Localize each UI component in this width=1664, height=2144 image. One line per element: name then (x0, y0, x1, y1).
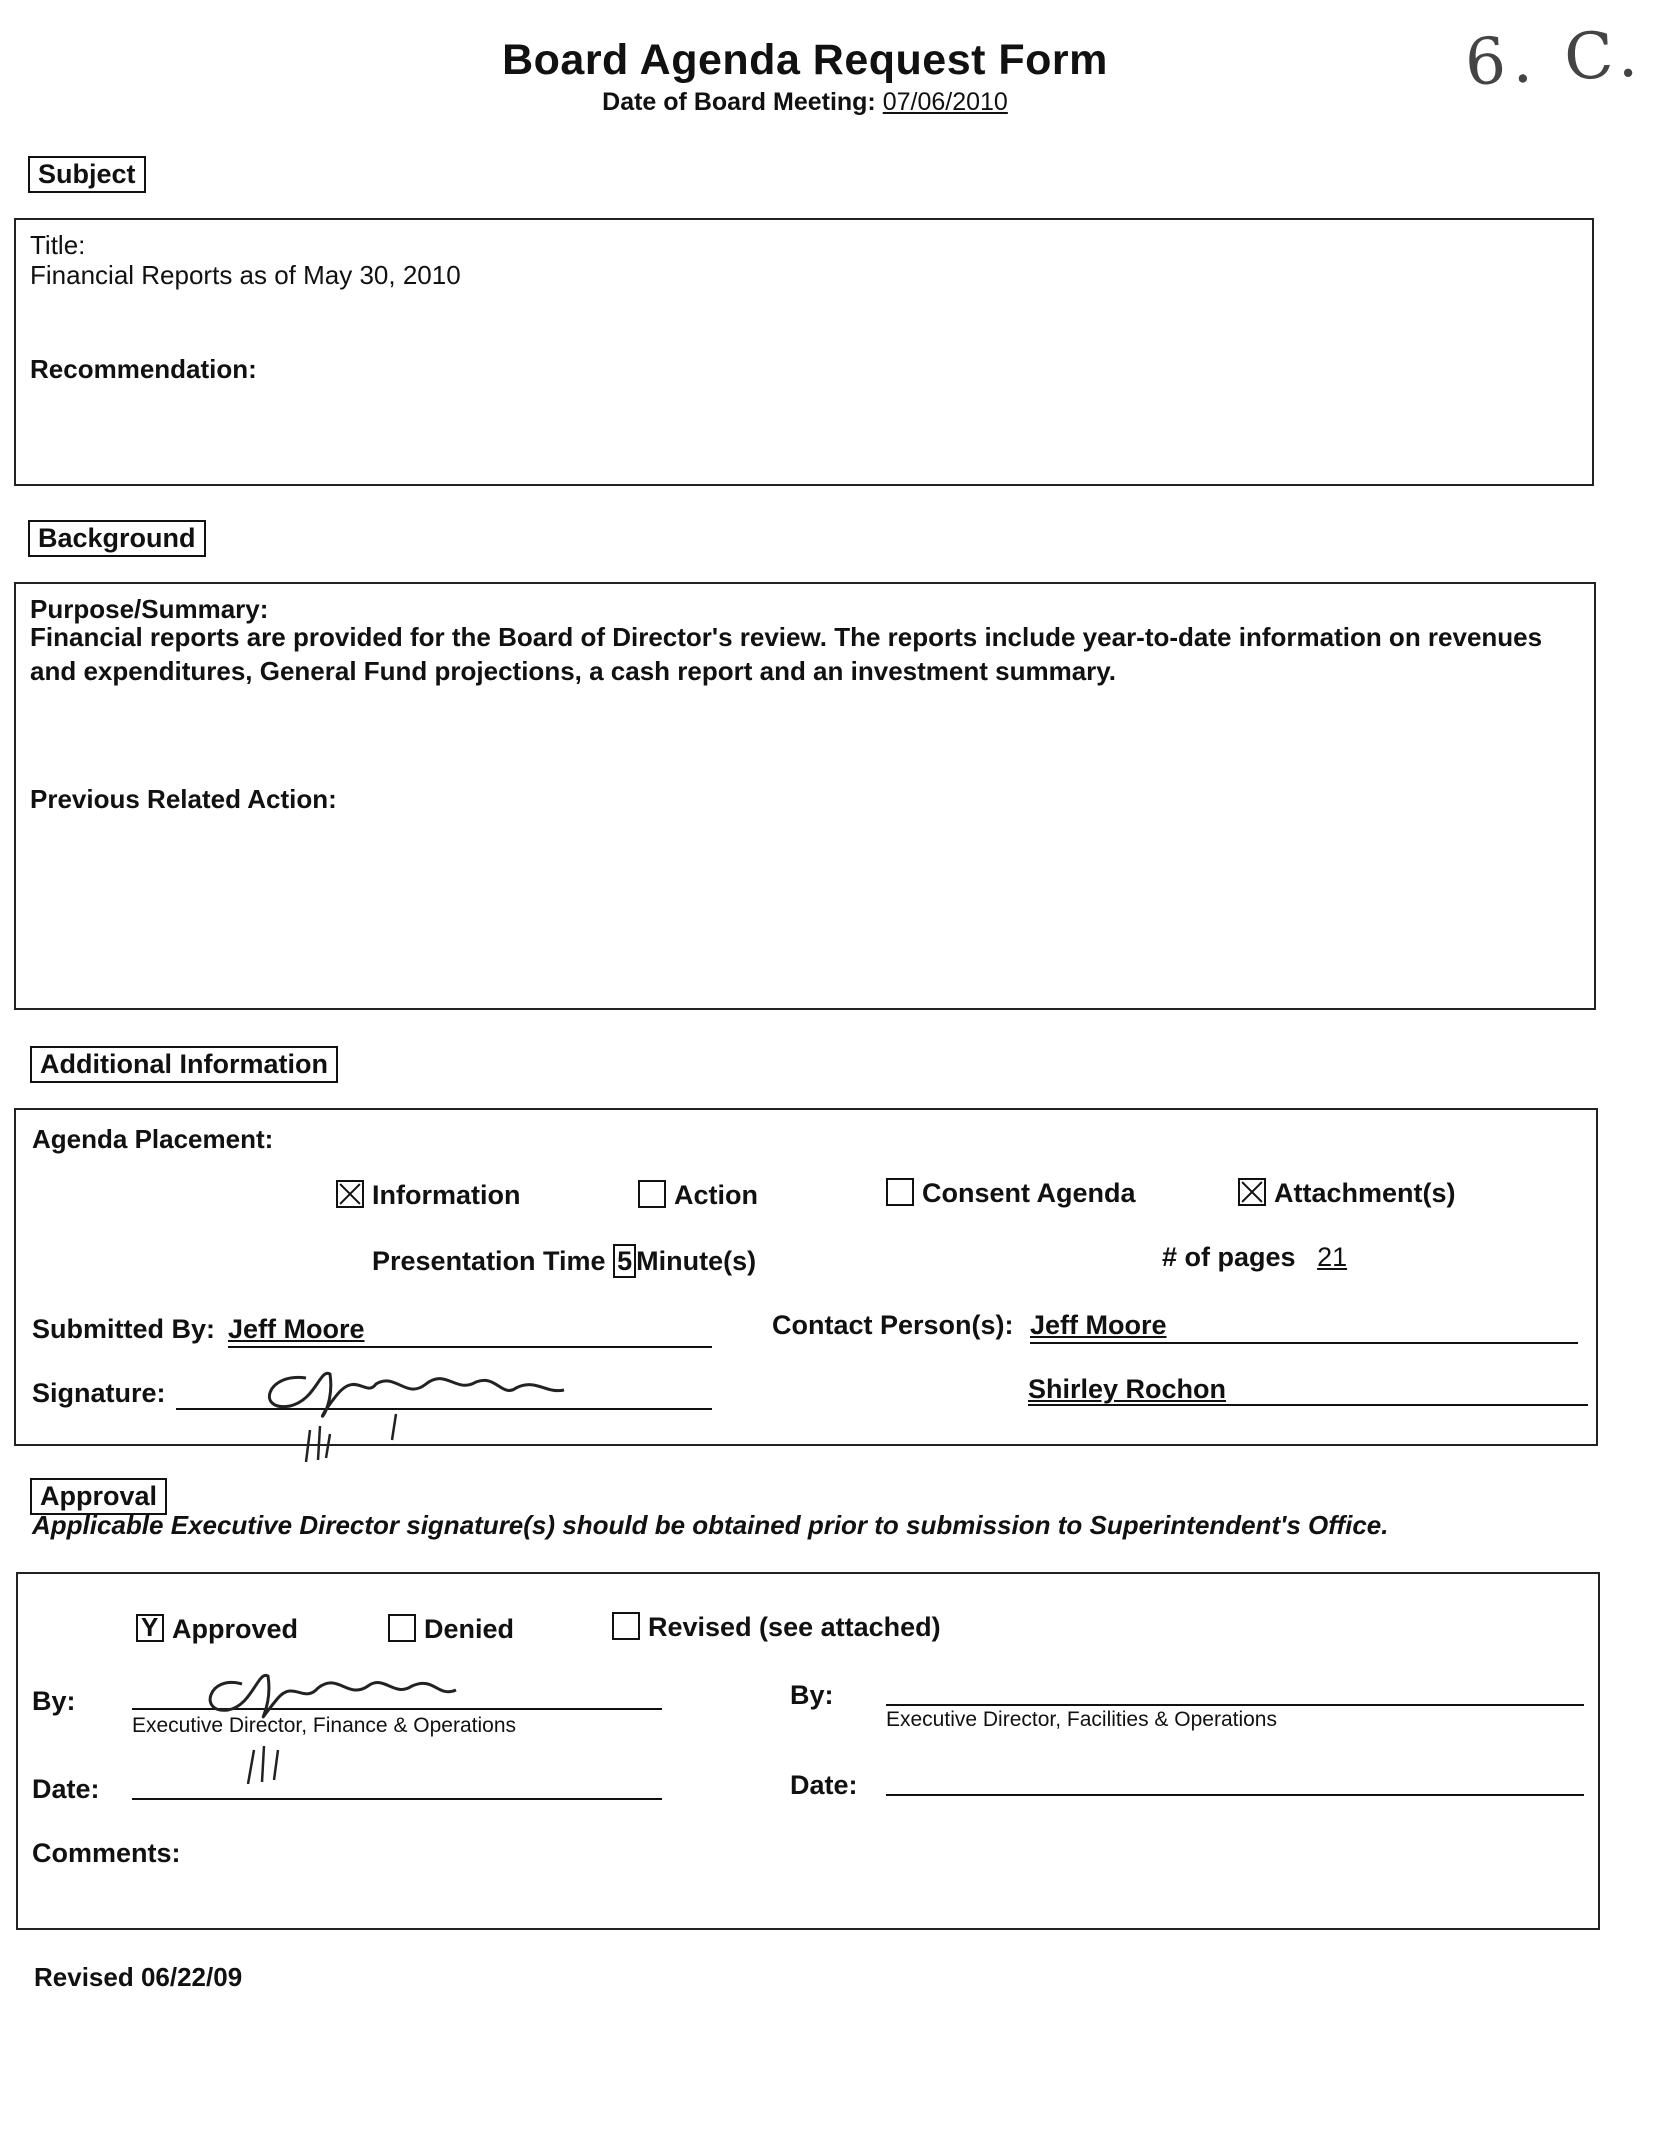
pages-label: # of pages (1162, 1242, 1296, 1272)
additional-info-heading: Additional Information (30, 1046, 338, 1083)
option-information[interactable] (336, 1180, 521, 1211)
contact-person-1: Jeff Moore (1030, 1310, 1167, 1340)
submitted-by-label: Submitted By: (32, 1314, 216, 1344)
revised-label: Revised (see attached) (648, 1612, 941, 1642)
meeting-date-line (0, 88, 1610, 117)
presentation-time (372, 1246, 756, 1277)
comments-label: Comments: (32, 1838, 181, 1868)
revised-checkbox[interactable] (612, 1612, 640, 1640)
attachments-checkbox[interactable] (1238, 1178, 1266, 1206)
submitted-by-value: Jeff Moore (228, 1314, 365, 1344)
contact-line-2 (1028, 1404, 1588, 1406)
denied-label: Denied (424, 1614, 515, 1644)
option-attachments[interactable] (1238, 1178, 1456, 1209)
presentation-minutes-field[interactable]: 5 (613, 1244, 636, 1278)
consent-agenda-label: Consent Agenda (922, 1178, 1136, 1208)
approved-label: Approved (172, 1614, 299, 1644)
presentation-time-label: Presentation Time (372, 1246, 606, 1276)
left-director-title: Executive Director, Finance & Operations (132, 1714, 517, 1737)
information-checkbox[interactable] (336, 1180, 364, 1208)
action-label: Action (674, 1180, 758, 1210)
purpose-text: Financial reports are provided for the Board of Director's review. The reports include year-to-date information on revenues and expenditures, General Fund projections, a cash report and an investment summary. (30, 622, 1543, 686)
agenda-placement-label: Agenda Placement: (32, 1124, 274, 1154)
title-value: Financial Reports as of May 30, 2010 (30, 260, 461, 290)
background-box (14, 582, 1596, 1010)
by-label-right: By: (790, 1680, 834, 1710)
approved-checkbox[interactable]: Y (136, 1614, 164, 1642)
subject-heading: Subject (28, 156, 146, 193)
meeting-date-label: Date of Board Meeting: (602, 88, 876, 116)
recommendation-label: Recommendation: (30, 354, 257, 384)
contact-person-2: Shirley Rochon (1028, 1374, 1227, 1404)
attachments-label: Attachment(s) (1274, 1178, 1456, 1208)
additional-info-box (14, 1108, 1598, 1446)
option-revised[interactable] (612, 1612, 941, 1643)
date-line-right (886, 1794, 1584, 1796)
contact-label: Contact Person(s): (772, 1310, 1014, 1340)
action-checkbox[interactable] (638, 1180, 666, 1208)
contact-line-1 (1030, 1342, 1578, 1344)
previous-action-label: Previous Related Action: (30, 784, 337, 814)
right-director-title: Executive Director, Facilities & Operations (886, 1708, 1277, 1731)
subject-box (14, 218, 1594, 486)
minutes-label: Minute(s) (636, 1246, 757, 1276)
by-label-left: By: (32, 1686, 76, 1716)
approval-note: Applicable Executive Director signature(s) should be obtained prior to submission to Superintendent's Office. (32, 1510, 1389, 1540)
pages-count (1162, 1242, 1347, 1273)
approval-heading: Approval (30, 1478, 167, 1515)
pages-value: 21 (1317, 1242, 1348, 1272)
submitted-by-line (228, 1346, 712, 1348)
background-heading: Background (28, 520, 206, 557)
meeting-date-value: 07/06/2010 (882, 88, 1008, 116)
date-label-right: Date: (790, 1770, 858, 1800)
option-consent-agenda[interactable] (886, 1178, 1136, 1209)
approver-signature (198, 1654, 598, 1784)
handwritten-item-number: 6. C. (1463, 17, 1646, 101)
title-label: Title: (30, 230, 86, 260)
form-title: Board Agenda Request Form (502, 36, 1108, 84)
consent-agenda-checkbox[interactable] (886, 1178, 914, 1206)
submitter-signature (246, 1354, 646, 1464)
option-action[interactable] (638, 1180, 758, 1211)
date-label-left: Date: (32, 1774, 100, 1804)
approval-box (16, 1572, 1600, 1930)
denied-checkbox[interactable] (388, 1614, 416, 1642)
option-approved[interactable] (136, 1614, 298, 1645)
option-denied[interactable] (388, 1614, 514, 1645)
by-line-right (886, 1704, 1584, 1706)
purpose-label: Purpose/Summary: (30, 594, 269, 624)
signature-label: Signature: (32, 1378, 166, 1408)
revised-date: Revised 06/22/09 (34, 1962, 243, 1992)
information-label: Information (372, 1180, 521, 1210)
date-line-left (132, 1798, 662, 1800)
